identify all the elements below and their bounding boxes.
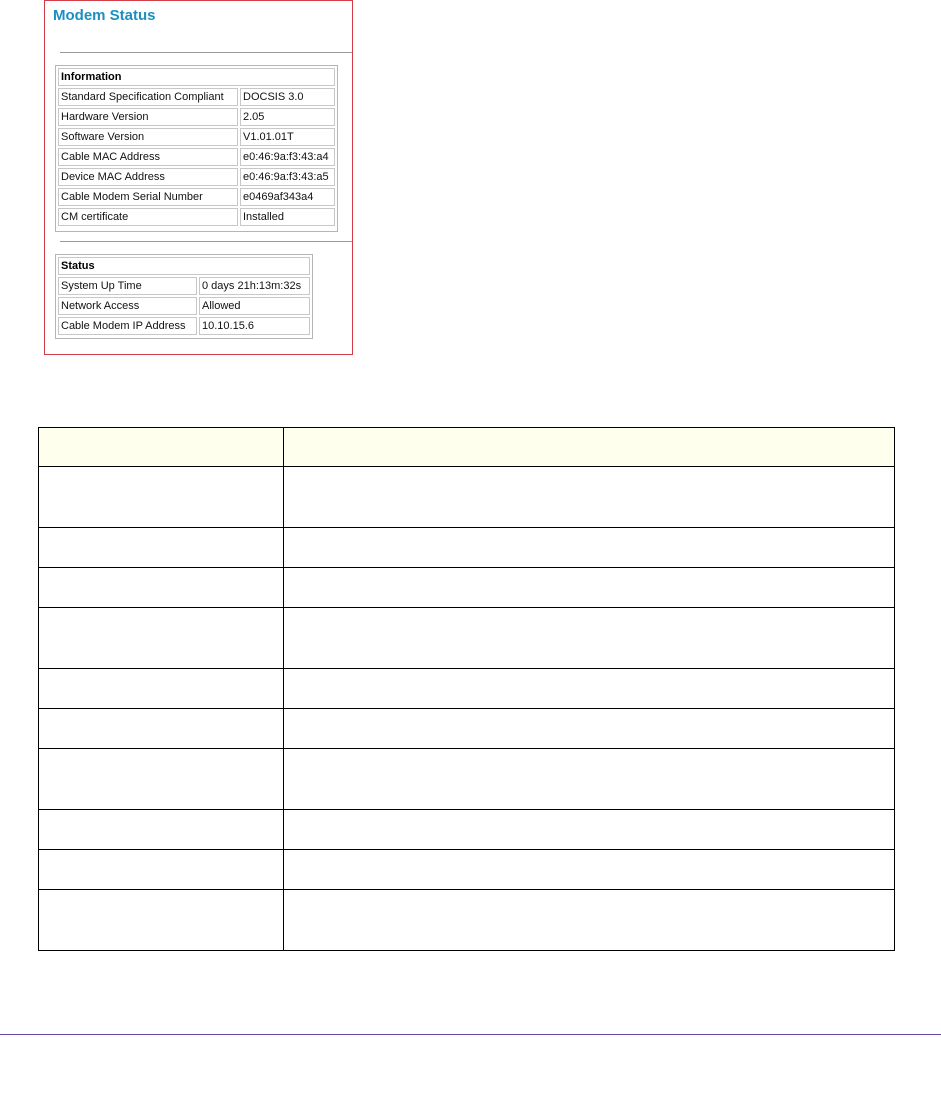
table-row bbox=[58, 168, 335, 186]
description-cell bbox=[284, 850, 895, 890]
footer-rule bbox=[0, 1034, 941, 1035]
table-row bbox=[58, 108, 335, 126]
field-cell bbox=[39, 669, 284, 709]
table-row bbox=[39, 669, 895, 709]
field-value: e0:46:9a:f3:43:a4 bbox=[240, 148, 335, 166]
description-cell bbox=[284, 528, 895, 568]
table-row bbox=[39, 749, 895, 810]
table-row bbox=[39, 608, 895, 669]
field-value: e0469af343a4 bbox=[240, 188, 335, 206]
field-label: Software Version bbox=[58, 128, 238, 146]
field-value: V1.01.01T bbox=[240, 128, 335, 146]
field-label: CM certificate bbox=[58, 208, 238, 226]
status-heading: Status bbox=[58, 257, 310, 275]
header-cell-description bbox=[284, 428, 895, 467]
field-value: 10.10.15.6 bbox=[199, 317, 310, 335]
field-cell bbox=[39, 810, 284, 850]
modem-status-screenshot bbox=[44, 0, 353, 355]
field-value: 0 days 21h:13m:32s bbox=[199, 277, 310, 295]
status-panel bbox=[55, 254, 313, 339]
information-panel bbox=[55, 65, 338, 232]
divider bbox=[60, 52, 352, 53]
table-row bbox=[58, 88, 335, 106]
table-row bbox=[58, 208, 335, 226]
table-row bbox=[39, 709, 895, 749]
field-cell bbox=[39, 890, 284, 951]
field-cell bbox=[39, 749, 284, 810]
description-cell bbox=[284, 749, 895, 810]
table-row bbox=[39, 810, 895, 850]
table-row bbox=[58, 317, 310, 335]
status-heading-row bbox=[58, 257, 310, 275]
table-row bbox=[58, 297, 310, 315]
field-label: Cable Modem Serial Number bbox=[58, 188, 238, 206]
field-cell bbox=[39, 528, 284, 568]
field-value: Allowed bbox=[199, 297, 310, 315]
information-heading-row bbox=[58, 68, 335, 86]
table-row bbox=[58, 148, 335, 166]
description-cell bbox=[284, 810, 895, 850]
field-label: Cable Modem IP Address bbox=[58, 317, 197, 335]
field-label: Hardware Version bbox=[58, 108, 238, 126]
field-cell bbox=[39, 709, 284, 749]
table-row bbox=[58, 128, 335, 146]
field-description-table bbox=[38, 427, 895, 951]
field-value: Installed bbox=[240, 208, 335, 226]
status-table bbox=[56, 255, 312, 337]
description-header-row bbox=[39, 428, 895, 467]
table-row bbox=[58, 188, 335, 206]
description-cell bbox=[284, 568, 895, 608]
table-row bbox=[39, 850, 895, 890]
field-value: DOCSIS 3.0 bbox=[240, 88, 335, 106]
field-label: Cable MAC Address bbox=[58, 148, 238, 166]
table-row bbox=[39, 890, 895, 951]
field-cell bbox=[39, 467, 284, 528]
field-label: Network Access bbox=[58, 297, 197, 315]
table-row bbox=[39, 568, 895, 608]
header-cell-field bbox=[39, 428, 284, 467]
field-value: e0:46:9a:f3:43:a5 bbox=[240, 168, 335, 186]
field-cell bbox=[39, 608, 284, 669]
description-cell bbox=[284, 608, 895, 669]
divider bbox=[60, 241, 352, 242]
description-cell bbox=[284, 709, 895, 749]
description-cell bbox=[284, 467, 895, 528]
modem-status-title: Modem Status bbox=[53, 7, 156, 24]
field-label: Standard Specification Compliant bbox=[58, 88, 238, 106]
description-cell bbox=[284, 890, 895, 951]
table-row bbox=[58, 277, 310, 295]
table-row bbox=[39, 467, 895, 528]
description-cell bbox=[284, 669, 895, 709]
field-cell bbox=[39, 568, 284, 608]
field-label: Device MAC Address bbox=[58, 168, 238, 186]
field-cell bbox=[39, 850, 284, 890]
field-label: System Up Time bbox=[58, 277, 197, 295]
information-heading: Information bbox=[58, 68, 335, 86]
field-value: 2.05 bbox=[240, 108, 335, 126]
information-table bbox=[56, 66, 337, 228]
table-row bbox=[39, 528, 895, 568]
